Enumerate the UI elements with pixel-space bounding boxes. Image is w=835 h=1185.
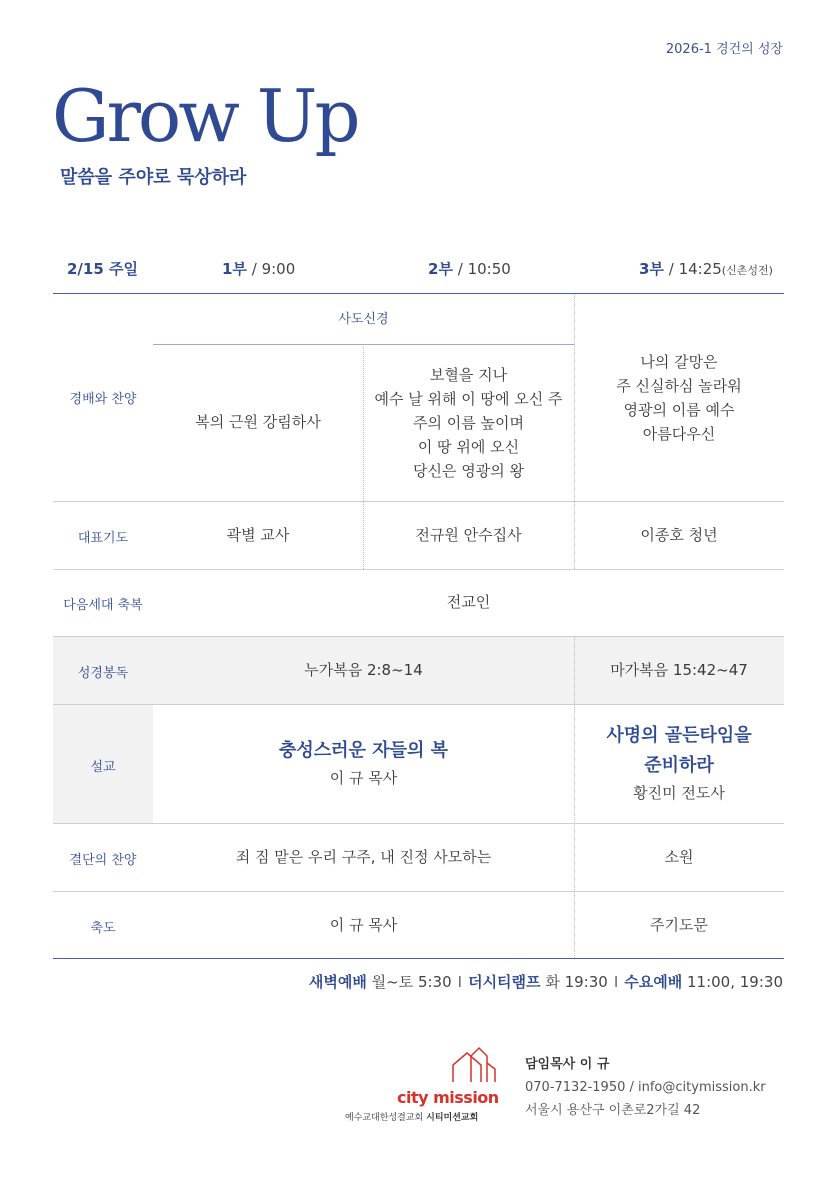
sermon-label: 설교 (90, 760, 116, 775)
weekly-schedule: 새벽예배 월~토 5:30 I 더시티램프 화 19:30 I 수요예배 11:00, 19:30 (308, 973, 783, 991)
reading-s12: 누가복음 2:8~14 (304, 661, 423, 679)
table-bottom-rule (53, 958, 784, 959)
benediction-s12: 이 규 목사 (329, 916, 398, 934)
worship-s1: 복의 근원 강림하사 (195, 413, 321, 431)
blessing-label: 다음세대 축복 (63, 598, 143, 613)
row-line (53, 501, 784, 502)
service-2-header: 2부 / 10:50 (428, 260, 511, 278)
prayer-s2: 전규원 안수집사 (415, 526, 522, 544)
prayer-label: 대표기도 (77, 531, 129, 546)
blessing-value: 전교인 (446, 593, 491, 611)
logo-wordmark: city mission (397, 1088, 499, 1107)
church-contact (525, 1053, 766, 1122)
page-title: Grow Up (52, 74, 358, 158)
sermon-s3-preacher: 황진미 전도사 (633, 784, 725, 802)
creed-text: 사도신경 (338, 312, 389, 327)
benediction-s3: 주기도문 (650, 916, 708, 934)
row-line (53, 569, 784, 570)
response-label: 결단의 찬양 (69, 853, 137, 868)
service-1-header: 1부 / 9:00 (222, 260, 296, 278)
response-s3: 소원 (664, 848, 694, 866)
sermon-s12-title: 충성스러운 자들의 복 (278, 740, 449, 761)
address: 서울시 용산구 이촌로2가길 42 (525, 1103, 701, 1118)
worship-s2: 보혈을 지나 예수 날 위해 이 땅에 오신 주 주의 이름 높이며 이 땅 위에 오신 당신은 영광의 왕 (374, 366, 563, 480)
row-line (53, 636, 784, 637)
benediction-label: 축도 (90, 921, 116, 936)
sermon-s12-preacher: 이 규 목사 (329, 769, 398, 787)
sermon-s3-title-2: 준비하라 (644, 755, 714, 776)
service-3-header: 3부 / 14:25(신촌성전) (639, 260, 773, 278)
creed-rule (153, 344, 574, 345)
church-logo (345, 1045, 500, 1125)
page-subtitle: 말씀을 주야로 묵상하라 (60, 167, 247, 188)
worship-s3: 나의 갈망은 주 신실하심 놀라워 영광의 이름 예수 아름다우신 (616, 353, 742, 443)
row-line (53, 823, 784, 824)
prayer-s1: 곽별 교사 (226, 526, 290, 544)
sermon-s12 (153, 736, 574, 790)
sermon-s3-title-1: 사명의 골든타임을 (606, 725, 752, 746)
service-date: 2/15 주일 (67, 260, 138, 278)
row-line (53, 891, 784, 892)
reading-label: 성경봉독 (77, 666, 129, 681)
reading-s3: 마가복음 15:42~47 (610, 661, 748, 679)
response-s12: 죄 짐 맡은 우리 구주, 내 진정 사모하는 (235, 848, 492, 866)
logo-subtext: 예수교대한성결교회 시티미션교회 (345, 1113, 479, 1123)
sermon-s3 (574, 721, 784, 805)
table-top-rule (53, 293, 784, 294)
prayer-s3: 이종호 청년 (640, 526, 718, 544)
worship-label: 경배와 찬양 (69, 392, 137, 407)
senior-pastor: 담임목사 이 규 (525, 1057, 610, 1072)
series-label: 2026-1 경건의 성장 (665, 42, 783, 57)
city-skyline-icon (345, 1045, 500, 1090)
phone-email: 070-7132-1950 / info@citymission.kr (525, 1080, 766, 1095)
row-line (53, 704, 784, 705)
